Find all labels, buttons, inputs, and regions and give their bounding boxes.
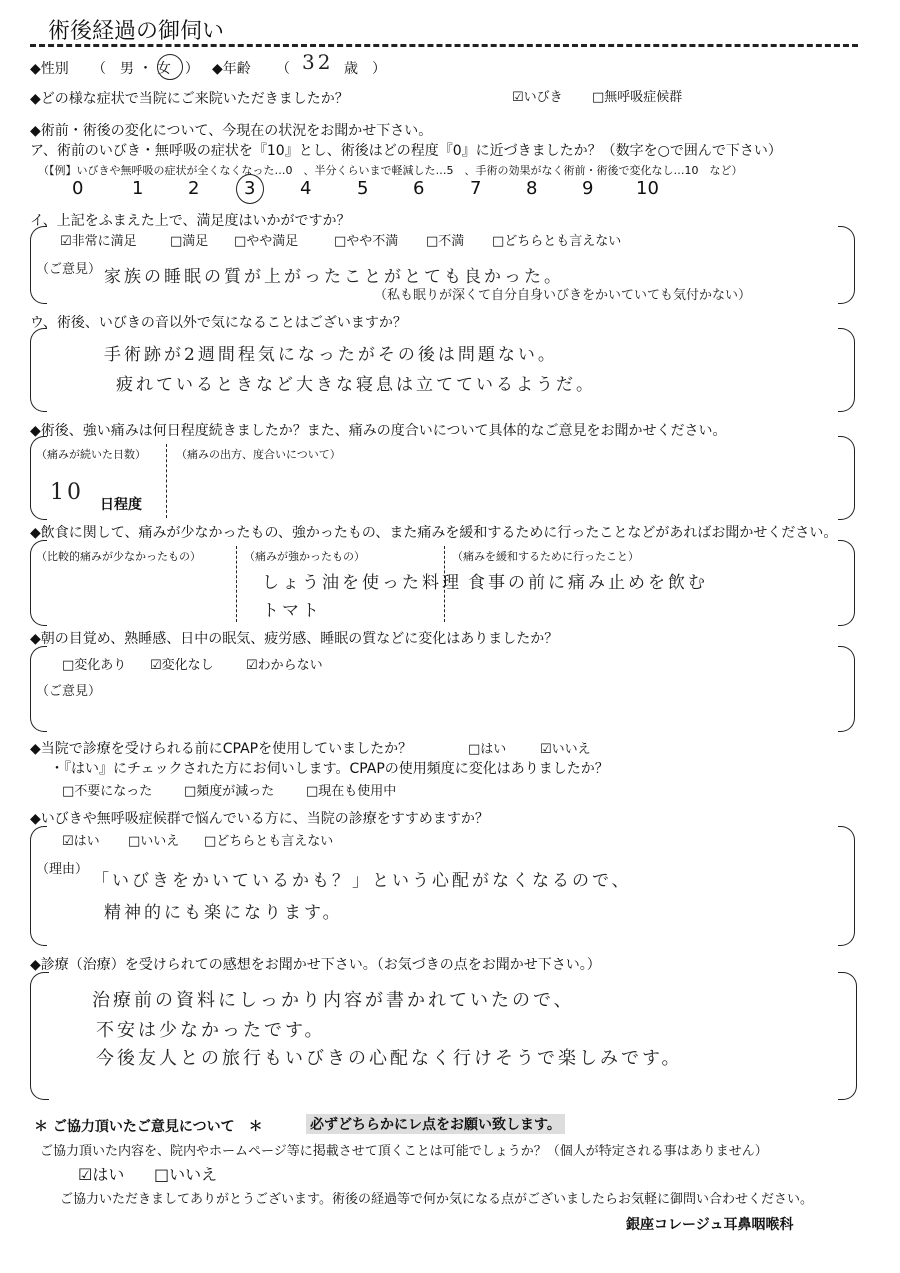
q6-option-no[interactable]: ☑いいえ [540, 742, 591, 757]
scale-8[interactable]: 8 [526, 178, 538, 199]
age-label: ◆年齢 [212, 61, 251, 77]
q4-text: ◆飲食に関して、痛みが少なかったもの、強かったもの、また痛みを緩和するために行ったことなどがあればお聞かせください。 [30, 525, 838, 541]
sat-satisfied[interactable]: □満足 [170, 234, 209, 249]
q5-text: ◆朝の目覚め、熟睡感、日中の眠気、疲労感、睡眠の質などに変化はありましたか？ [30, 631, 559, 647]
scale-5[interactable]: 5 [357, 178, 369, 199]
title-divider [30, 44, 858, 47]
q4-bracket-right [838, 540, 855, 626]
gender-selected-circle [157, 54, 183, 80]
opinion-bracket-right [838, 226, 855, 304]
q2-example: （【例】いびきや無呼吸の症状が全くなくなった…0 、半分くらいまで軽減した…5 、手術の効果がなく術前・術後で変化なし…10 など） [38, 164, 743, 177]
u-bracket-right [838, 328, 855, 412]
q2-text: ◆術前・術後の変化について、今現在の状況をお聞かせ下さい。 [30, 123, 433, 139]
u-handwriting-2: 疲れているときなど大きな寝息は立てているようだ。 [116, 375, 596, 395]
scale-2[interactable]: 2 [188, 178, 200, 199]
q7-reason-label: （理由） [36, 862, 89, 877]
q4-col1-label: （比較的痛みが少なかったもの） [36, 550, 201, 563]
q4-col2-hw-1: しょう油を使った料理 [262, 573, 462, 593]
q8-bracket-left [30, 972, 49, 1100]
q6-sub-reduced[interactable]: □頻度が減った [184, 784, 275, 799]
consent-thanks: ご協力いただきましてありがとうございます。術後の経過等で何か気になる点がございましたらお気軽に御問い合わせください。 [60, 1192, 813, 1207]
q8-hw-2: 不安は少なかったです。 [96, 1020, 326, 1041]
q3-days-unit: 日程度 [100, 497, 142, 513]
q2-sub-a: ア、術前のいびき・無呼吸の症状を『10』とし、術後はどの程度『0』に近づきましたか？（数字を○で囲んで下さい） [30, 143, 782, 159]
q5-option-changed[interactable]: □変化あり [62, 658, 127, 673]
q3-bracket-right [838, 436, 855, 520]
q7-option-yes[interactable]: ☑はい [62, 834, 100, 849]
scale-7[interactable]: 7 [470, 178, 482, 199]
q4-col2-label: （痛みが強かったもの） [244, 550, 365, 563]
q7-option-no[interactable]: □いいえ [128, 834, 180, 849]
page-title: 術後経過の御伺い [48, 19, 225, 44]
q6-sub-still[interactable]: □現在も使用中 [306, 784, 397, 799]
q2-sub-i: イ、上記をふまえた上で、満足度はいかがですか？ [30, 213, 351, 229]
age-open-paren: （ [276, 61, 290, 77]
u-bracket-left [30, 328, 47, 412]
q6-text: ◆当院で診療を受けられる前にCPAPを使用していましたか？ [30, 741, 413, 757]
opinion-handwriting-2: （私も眠りが深くて自分自身いびきをかいていても気付かない） [374, 288, 752, 303]
q5-option-nochange[interactable]: ☑変化なし [150, 658, 214, 673]
sat-very[interactable]: ☑非常に満足 [60, 234, 137, 249]
q1-option-apnea[interactable]: □無呼吸症候群 [592, 90, 683, 105]
gender-options: （ 男 ・ 女 ） [92, 61, 199, 77]
q7-reason-hw-2: 精神的にも楽になります。 [104, 903, 343, 923]
q6-sub-unneeded[interactable]: □不要になった [62, 784, 153, 799]
q3-days-label: （痛みが続いた日数） [36, 448, 146, 461]
sat-somewhat-unsat[interactable]: □やや不満 [334, 234, 399, 249]
scale-10[interactable]: 10 [636, 178, 659, 199]
sat-neutral[interactable]: □どちらとも言えない [492, 234, 622, 249]
scale-1[interactable]: 1 [132, 178, 144, 199]
age-unit: 歳 ） [344, 61, 386, 77]
q7-bracket-right [838, 826, 855, 946]
q3-divider [166, 444, 167, 518]
q4-col3-label: （痛みを緩和するために行ったこと） [452, 550, 639, 563]
q8-bracket-right [838, 972, 857, 1100]
q7-bracket-left [30, 826, 47, 946]
consent-option-no[interactable]: □いいえ [154, 1165, 218, 1184]
q7-reason-hw-1: 「いびきをかいているかも？」という心配がなくなるので、 [92, 871, 632, 891]
opinion-label: （ご意見） [36, 262, 102, 277]
q5-opinion-label: （ご意見） [36, 684, 102, 699]
q1-text: ◆どの様な症状で当院にご来院いただきましたか？ [30, 91, 349, 107]
consent-question: ご協力頂いた内容を、院内やホームページ等に掲載させて頂くことは可能でしょうか？（個人が特定される事はありません） [40, 1144, 768, 1159]
consent-heading-b: 必ずどちらかにレ点をお願い致します。 [306, 1114, 565, 1134]
q3-text: ◆術後、強い痛みは何日程度続きましたか？また、痛みの度合いについて具体的なご意見をお聞かせください。 [30, 423, 727, 439]
q8-hw-3: 今後友人との旅行もいびきの心配なく行けそうで楽しみです。 [96, 1048, 683, 1069]
q8-hw-1: 治療前の資料にしっかり内容が書かれていたので、 [92, 990, 575, 1011]
age-value: 32 [302, 50, 334, 74]
consent-option-yes[interactable]: ☑はい [78, 1165, 125, 1184]
q3-days-value: 10 [50, 480, 84, 505]
q6-option-yes[interactable]: □はい [468, 742, 507, 757]
consent-heading-a: ＊ ご協力頂いたご意見について ＊ [34, 1119, 263, 1135]
clinic-name: 銀座コレージュ耳鼻咽喉科 [626, 1217, 794, 1233]
q3-detail-label: （痛みの出方、度合いについて） [176, 448, 341, 461]
sat-somewhat[interactable]: □やや満足 [234, 234, 299, 249]
scale-9[interactable]: 9 [582, 178, 594, 199]
q4-col3-hw-1: 食事の前に痛み止めを飲む [468, 573, 708, 593]
scale-selected-circle [236, 174, 264, 204]
gender-label: ◆性別 [30, 61, 69, 77]
scale-3[interactable]: 3 [244, 178, 256, 199]
q5-bracket-right [838, 646, 855, 732]
q8-text: ◆診療（治療）を受けられての感想をお聞かせ下さい。（お気づきの点をお聞かせ下さい。） [30, 957, 601, 973]
u-handwriting-1: 手術跡が2週間程気になったがその後は問題ない。 [104, 345, 558, 365]
scale-6[interactable]: 6 [413, 178, 425, 199]
q6-sub-text: ・『はい』にチェックされた方にお伺いします。CPAPの使用頻度に変化はありましたか？ [50, 761, 609, 777]
q7-text: ◆いびきや無呼吸症候群で悩んでいる方に、当院の診療をすすめますか？ [30, 811, 489, 827]
scale-0[interactable]: 0 [72, 178, 84, 199]
opinion-handwriting-1: 家族の睡眠の質が上がったことがとても良かった。 [104, 267, 564, 287]
q4-divider-1 [236, 546, 237, 622]
q7-option-neutral[interactable]: □どちらとも言えない [204, 834, 334, 849]
q4-col2-hw-2: トマト [262, 601, 322, 621]
scale-4[interactable]: 4 [300, 178, 312, 199]
q1-option-ibiki[interactable]: ☑いびき [512, 90, 563, 105]
q5-option-unknown[interactable]: ☑わからない [246, 658, 323, 673]
q2-sub-u: ウ、術後、いびきの音以外で気になることはございますか？ [30, 315, 407, 331]
sat-unsat[interactable]: □不満 [426, 234, 465, 249]
